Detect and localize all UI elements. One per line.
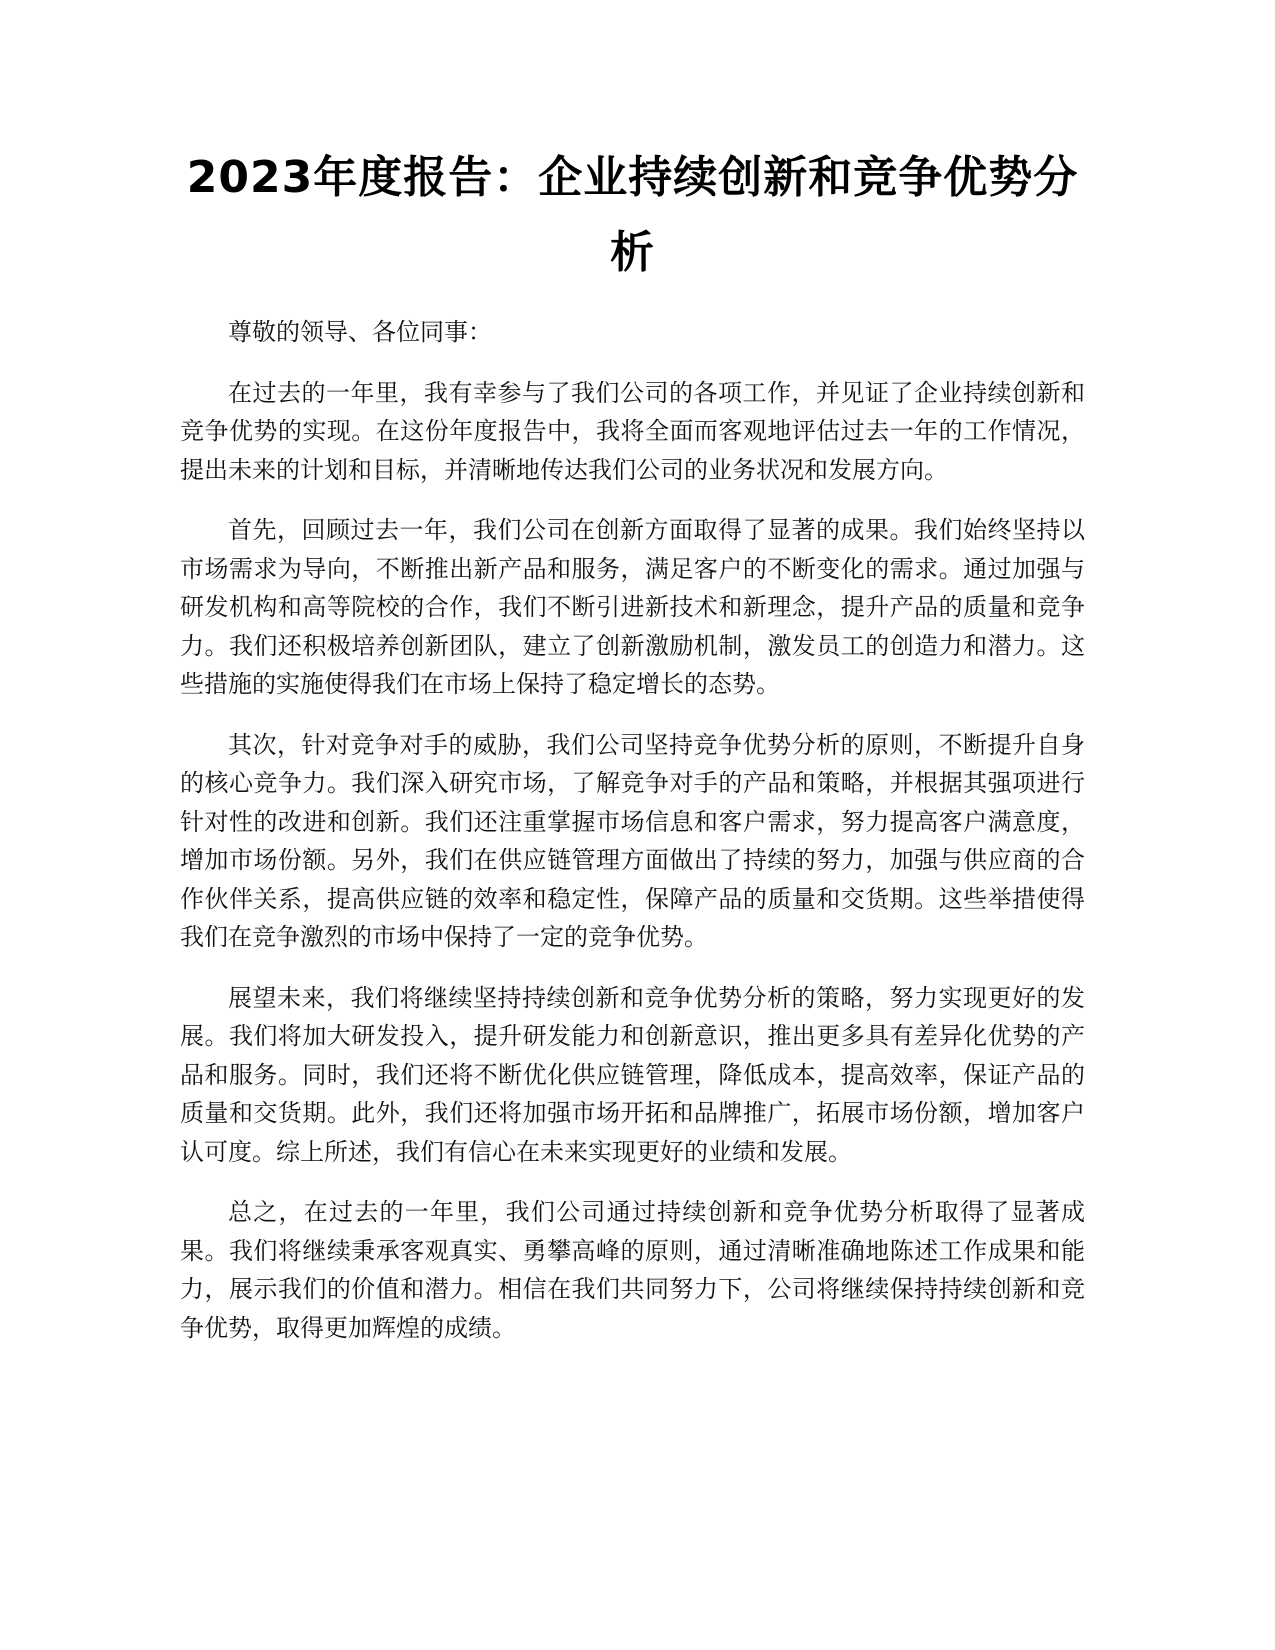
paragraph-intro: 在过去的一年里，我有幸参与了我们公司的各项工作，并见证了企业持续创新和竞争优势的实现。在这份年度报告中，我将全面而客观地评估过去一年的工作情况，提出未来的计划和目标，并清晰地传达我们公司的业务状况和发展方向。 <box>180 378 1085 484</box>
paragraph-innovation-review: 首先，回顾过去一年，我们公司在创新方面取得了显著的成果。我们始终坚持以市场需求为导向，不断推出新产品和服务，满足客户的不断变化的需求。通过加强与研发机构和高等院校的合作，我们不断引进新技术和新理念，提升产品的质量和竞争力。我们还积极培养创新团队，建立了创新激励机制，激发员工的创造力和潜力。这些措施的实施使得我们在市场上保持了稳定增长的态势。 <box>180 516 1085 698</box>
paragraph-conclusion: 总之，在过去的一年里，我们公司通过持续创新和竞争优势分析取得了显著成果。我们将继续秉承客观真实、勇攀高峰的原则，通过清晰准确地陈述工作成果和能力，展示我们的价值和潜力。相信在我们共同努力下，公司将继续保持持续创新和竞争优势，取得更加辉煌的成绩。 <box>180 1198 1085 1342</box>
document-body <box>180 313 1085 1369</box>
salutation: 尊敬的领导、各位同事： <box>228 318 492 346</box>
document-page <box>180 0 1085 1650</box>
paragraph-outlook: 展望未来，我们将继续坚持持续创新和竞争优势分析的策略，努力实现更好的发展。我们将加大研发投入，提升研发能力和创新意识，推出更多具有差异化优势的产品和服务。同时，我们还将不断优化供应链管理，降低成本，提高效率，保证产品的质量和交货期。此外，我们还将加强市场开拓和品牌推广，拓展市场份额，增加客户认可度。综上所述，我们有信心在未来实现更好的业绩和发展。 <box>180 983 1085 1166</box>
paragraph-competition: 其次，针对竞争对手的威胁，我们公司坚持竞争优势分析的原则，不断提升自身的核心竞争力。我们深入研究市场，了解竞争对手的产品和策略，并根据其强项进行针对性的改进和创新。我们还注重掌握市场信息和客户需求，努力提高客户满意度，增加市场份额。另外，我们在供应链管理方面做出了持续的努力，加强与供应商的合作伙伴关系，提高供应链的效率和稳定性，保障产品的质量和交货期。这些举措使得我们在竞争激烈的市场中保持了一定的竞争优势。 <box>180 730 1085 951</box>
document-title: 2023年度报告：企业持续创新和竞争优势分析 <box>186 152 1079 278</box>
